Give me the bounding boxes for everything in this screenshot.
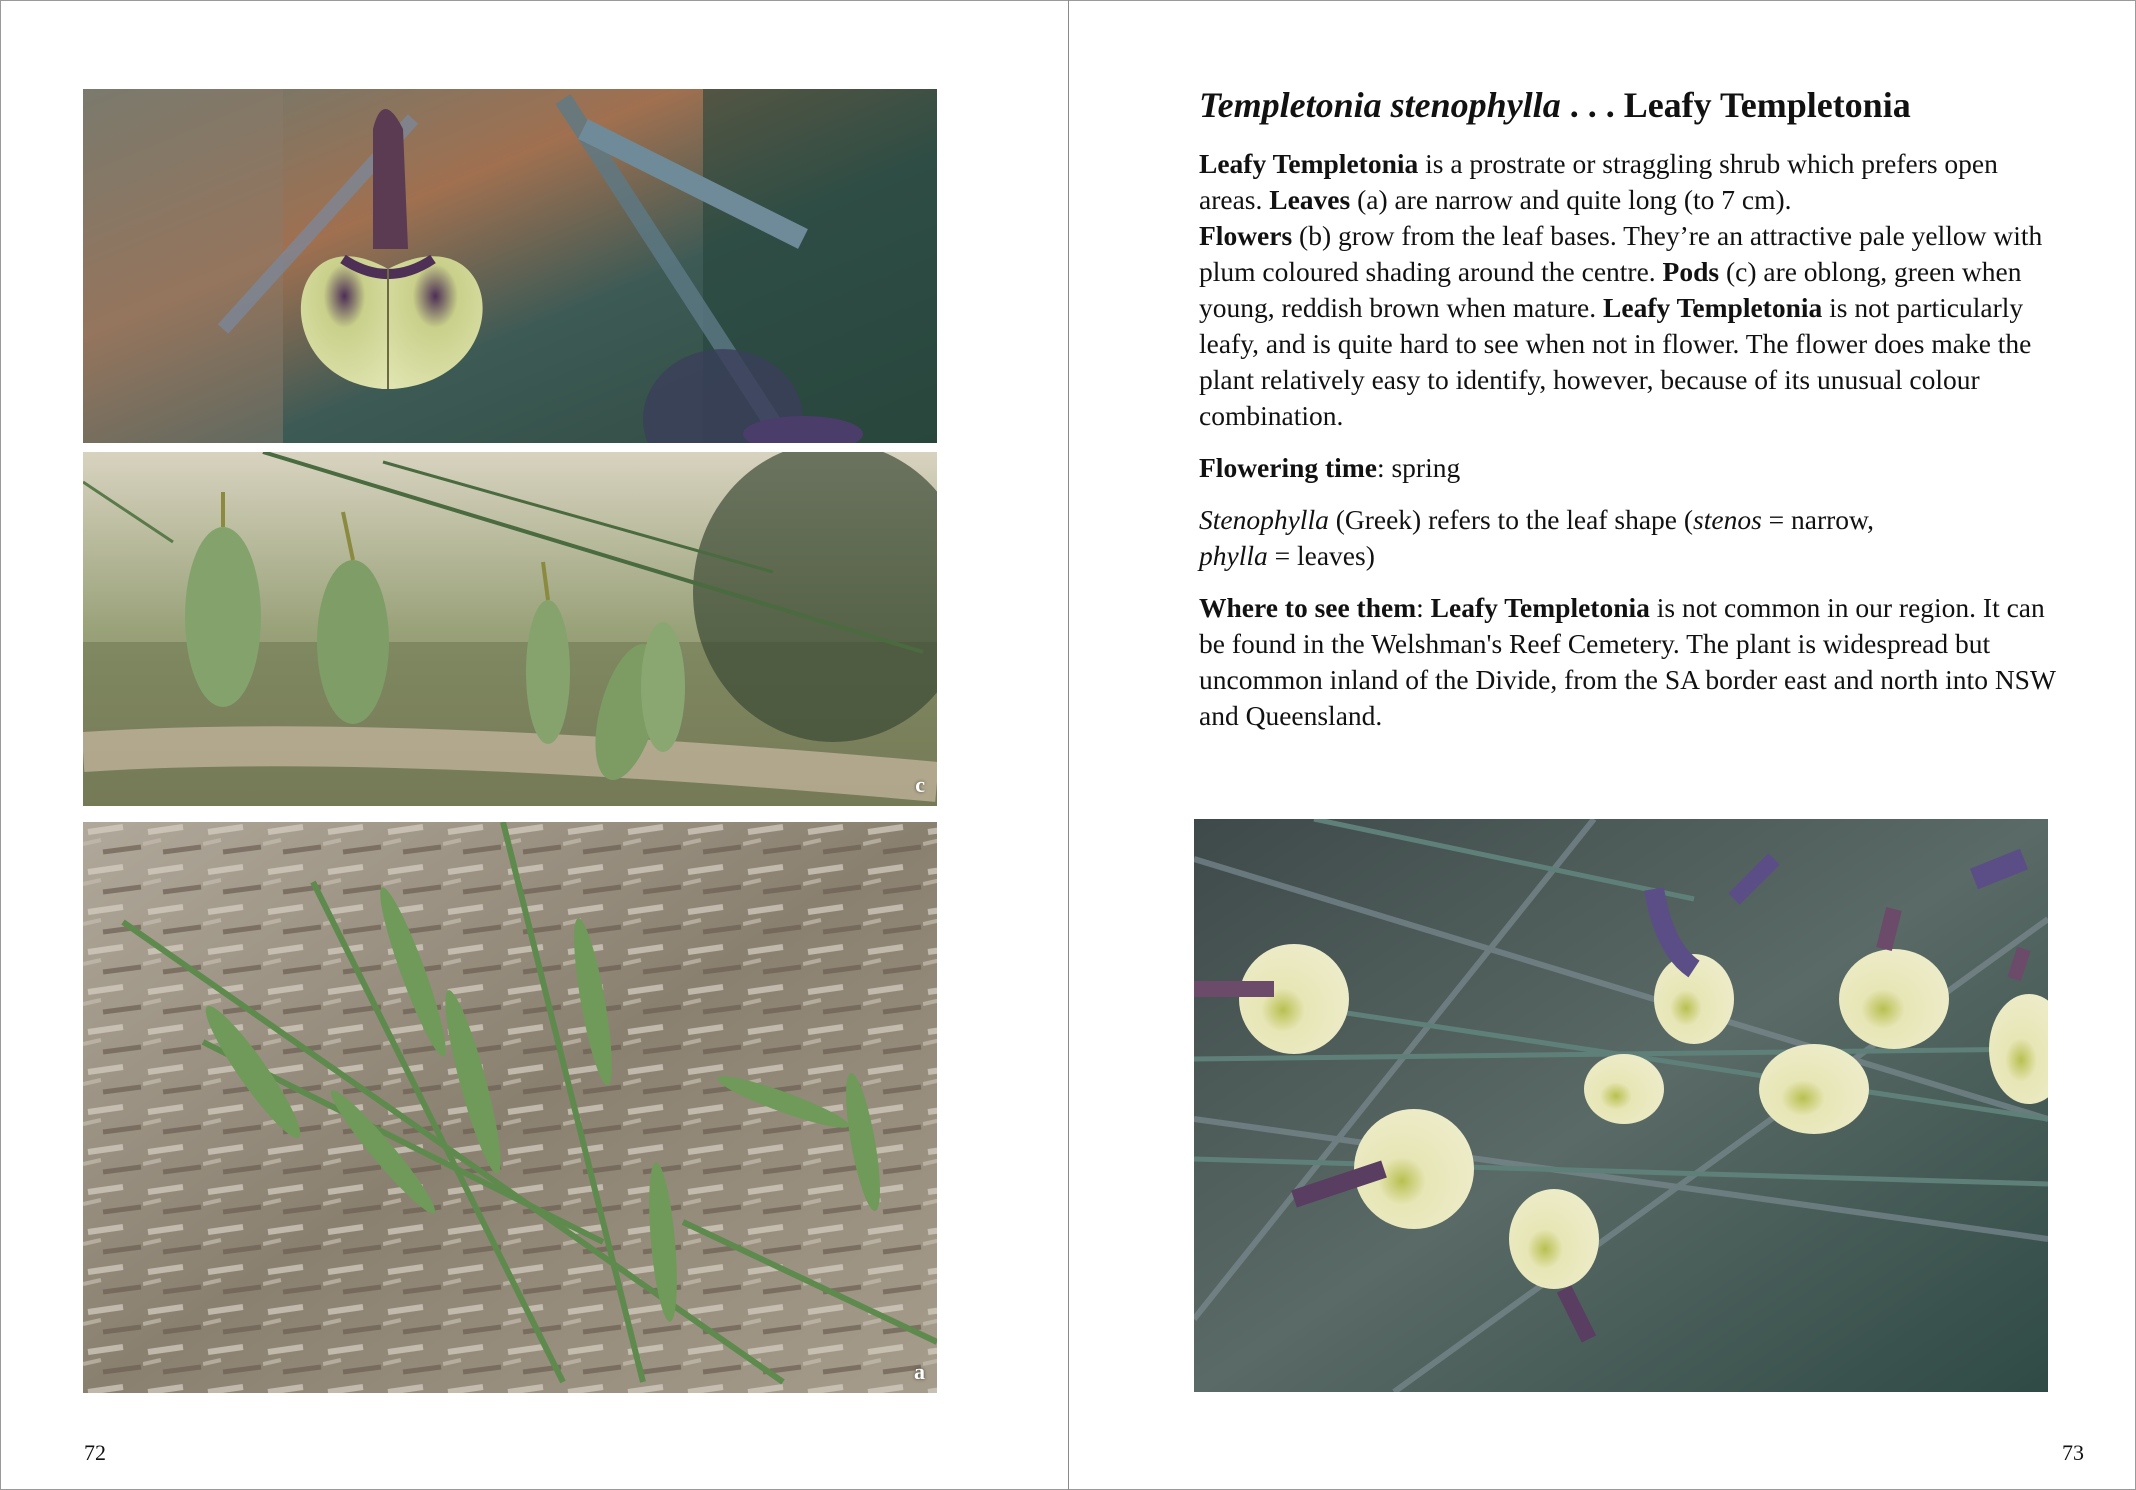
photo-leaves-image bbox=[83, 822, 937, 1393]
photo-label-a: a bbox=[914, 1359, 925, 1384]
description-paragraph bbox=[1199, 146, 2059, 434]
etymology-phylla: phylla bbox=[1199, 540, 1268, 571]
where-label: Where to see them bbox=[1199, 592, 1417, 623]
desc-text-flowers: (b) grow from the leaf bases. They’re an attractive pale yellow with plum coloured shading around the centre. bbox=[1199, 220, 2043, 287]
desc-text-pods: (c) are oblong, green when young, reddish brown when mature. bbox=[1199, 256, 2022, 323]
desc-bold-flowers: Flowers bbox=[1199, 220, 1293, 251]
etymology-word: Stenophylla bbox=[1199, 504, 1329, 535]
etymology-stenos: stenos bbox=[1693, 504, 1762, 535]
etymology-text-3: = leaves) bbox=[1267, 540, 1375, 571]
photo-pods-image bbox=[83, 452, 937, 806]
etymology-text-2: = narrow, bbox=[1761, 504, 1875, 535]
flowering-time bbox=[1199, 450, 2059, 486]
right-page bbox=[1069, 0, 2136, 1490]
photo-pods bbox=[83, 452, 937, 806]
etymology bbox=[1199, 502, 2059, 574]
photo-leaves bbox=[83, 822, 937, 1393]
desc-text-end: is not particularly leafy, and is quite hard to see when not in flower. The flower does make the plant relatively easy to identify, however, because of its unusual colour combination. bbox=[1199, 292, 2032, 431]
species-title bbox=[1199, 80, 2059, 130]
etymology-text-1: (Greek) refers to the leaf shape ( bbox=[1328, 504, 1694, 535]
desc-bold-pods: Pods bbox=[1662, 256, 1720, 287]
page-number-right: 73 bbox=[2062, 1440, 2084, 1465]
where-text: is not common in our region. It can be found in the Welshman's Reef Cemetery. The plant is widespread but uncommon inland of the Divide, from the SA border east and north into NSW and Queensland. bbox=[1199, 592, 2056, 731]
scientific-name: Templetonia stenophylla bbox=[1199, 85, 1561, 125]
page-number-left: 72 bbox=[84, 1440, 106, 1465]
photo-flowering-branches bbox=[1194, 819, 2048, 1392]
where-colon: : bbox=[1416, 592, 1431, 623]
where-name: Leafy Templetonia bbox=[1430, 592, 1650, 623]
photo-flower bbox=[83, 89, 937, 443]
flowering-value: : spring bbox=[1376, 452, 1461, 483]
desc-bold-name-2: Leafy Templetonia bbox=[1603, 292, 1823, 323]
photo-label-c: c bbox=[915, 772, 925, 797]
title-separator: . . . bbox=[1560, 85, 1624, 125]
common-name: Leafy Templetonia bbox=[1623, 85, 1911, 125]
where-to-see bbox=[1199, 590, 2059, 734]
species-text bbox=[1199, 80, 2059, 750]
desc-bold-name: Leafy Templetonia bbox=[1199, 148, 1419, 179]
desc-bold-leaves: Leaves bbox=[1269, 184, 1351, 215]
flowering-label: Flowering time bbox=[1199, 452, 1377, 483]
photo-flower-image bbox=[83, 89, 937, 443]
desc-text-leaves: (a) are narrow and quite long (to 7 cm). bbox=[1350, 184, 1792, 215]
desc-text-1: is a prostrate or straggling shrub which prefers open areas. bbox=[1199, 148, 1998, 215]
photo-flowering-branches-image bbox=[1194, 819, 2048, 1392]
